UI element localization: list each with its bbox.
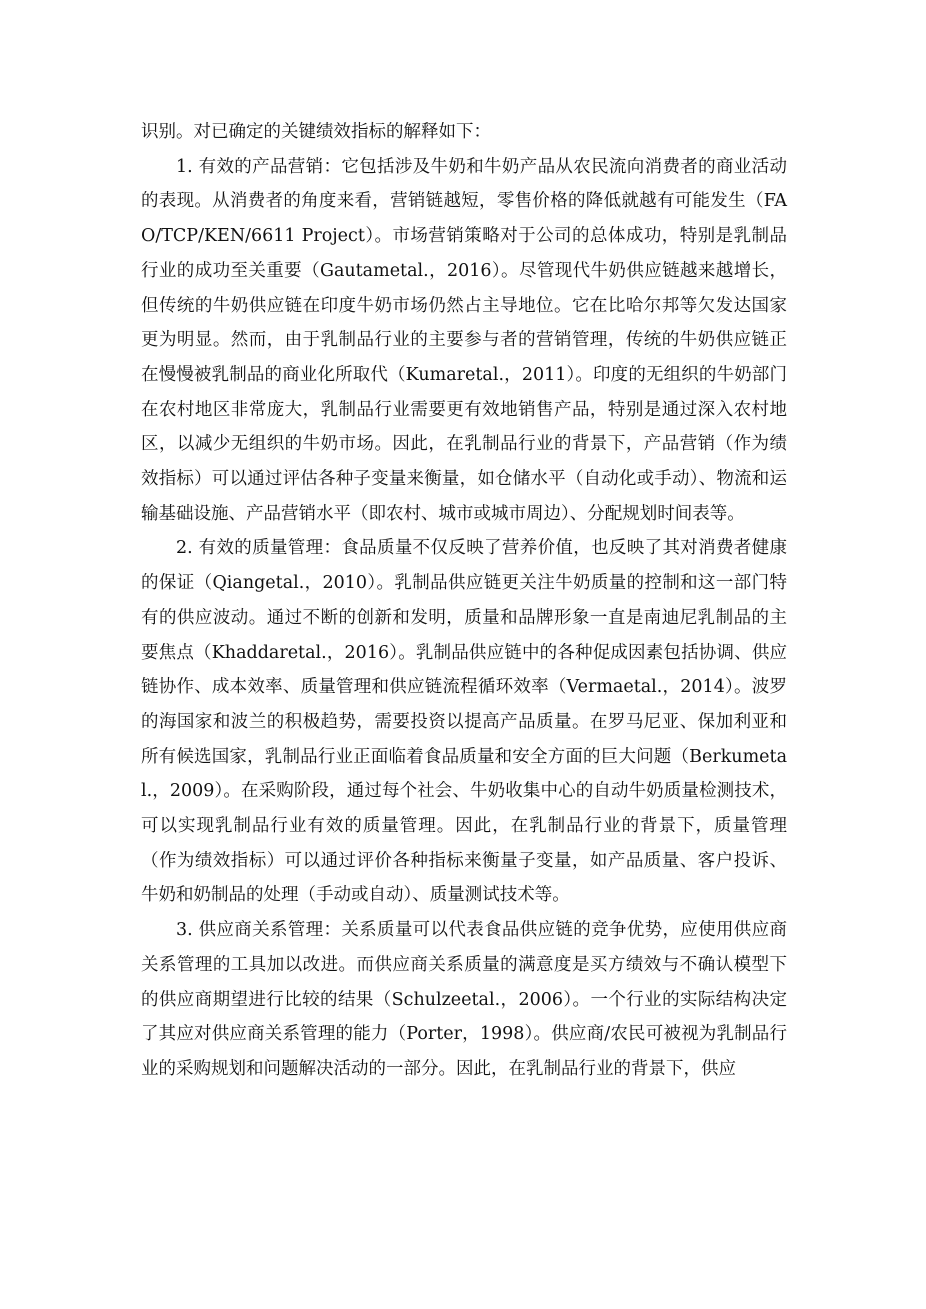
paragraph-supplier-relationship: 3. 供应商关系管理：关系质量可以代表食品供应链的竞争优势，应使用供应商关系管理的工具加以改进。而供应商关系质量的满意度是买方绩效与不确认模型下的供应商期望进行比较的结果（Schulzeetal.，2006）。一个行业的实际结构决定了其应对供应商关系管理的能力（Porter，1998）。供应商/农民可被视为乳制品行业的采购规划和问题解决活动的一部分。因此，在乳制品行业的背景下，供应 xyxy=(141,920,787,1079)
body-text xyxy=(141,115,787,1087)
paragraph-intro-continuation: 识别。对已确定的关键绩效指标的解释如下： xyxy=(141,122,491,142)
paragraph-quality-management: 2. 有效的质量管理：食品质量不仅反映了营养价值，也反映了其对消费者健康的保证（Qiangetal.，2010）。乳制品供应链更关注牛奶质量的控制和这一部门特有的供应波动。通过不断的创新和发明，质量和品牌形象一直是南迪尼乳制品的主要焦点（Khaddaretal.，2016）。乳制品供应链中的各种促成因素包括协调、供应链协作、成本效率、质量管理和供应链流程循环效率（Vermaetal.，2014）。波罗的海国家和波兰的积极趋势，需要投资以提高产品质量。在罗马尼亚、保加利亚和所有候选国家，乳制品行业正面临着食品质量和安全方面的巨大问题（Berkumetal.，2009）。在采购阶段，通过每个社会、牛奶收集中心的自动牛奶质量检测技术，可以实现乳制品行业有效的质量管理。因此，在乳制品行业的背景下，质量管理（作为绩效指标）可以通过评价各种指标来衡量子变量，如产品质量、客户投诉、牛奶和奶制品的处理（手动或自动）、质量测试技术等。 xyxy=(141,538,787,906)
paragraph-product-marketing: 1. 有效的产品营销：它包括涉及牛奶和牛奶产品从农民流向消费者的商业活动的表现。从消费者的角度来看，营销链越短，零售价格的降低就越有可能发生（FAO/TCP/KEN/6611 Project）。市场营销策略对于公司的总体成功，特别是乳制品行业的成功至关重要（Gautametal.，2016）。尽管现代牛奶供应链越来越增长，但传统的牛奶供应链在印度牛奶市场仍然占主导地位。它在比哈尔邦等欠发达国家更为明显。然而，由于乳制品行业的主要参与者的营销管理，传统的牛奶供应链正在慢慢被乳制品的商业化所取代（Kumaretal.，2011）。印度的无组织的牛奶部门在农村地区非常庞大，乳制品行业需要更有效地销售产品，特别是通过深入农村地区，以减少无组织的牛奶市场。因此，在乳制品行业的背景下，产品营销（作为绩效指标）可以通过评估各种子变量来衡量，如仓储水平（自动化或手动）、物流和运输基础设施、产品营销水平（即农村、城市或城市周边）、分配规划时间表等。 xyxy=(141,156,787,524)
